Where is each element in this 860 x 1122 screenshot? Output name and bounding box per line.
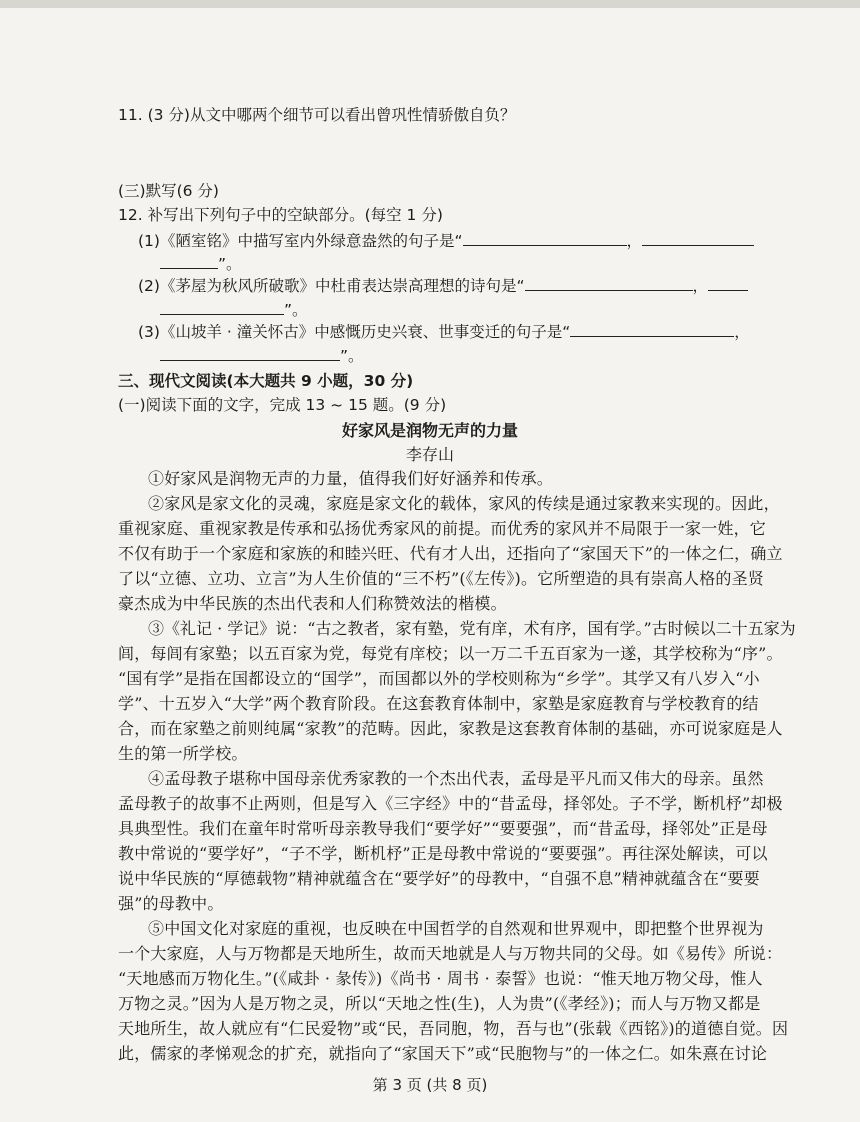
article-line: 强”的母教中。 (118, 894, 224, 913)
article-line: 此，儒家的孝悌观念的扩充，就指向了“家国天下”或“民胞物与”的一体之仁。如朱熹在讨论 (118, 1044, 768, 1063)
item-3-separator: ， (734, 323, 750, 341)
article-line: 万物之灵。”因为人是万物之灵，所以“天地之性(生)，人为贵”(《孝经》)；而人与万物又都是 (118, 994, 761, 1013)
article-line: 豪杰成为中华民族的杰出代表和人们称赞效法的楷模。 (118, 594, 507, 613)
article-line: “天地感而万物化生。”(《咸卦 · 彖传》)《尚书 · 周书 · 泰誓》也说：“惟天地万物父母，惟人 (118, 969, 763, 988)
article-line: 闾，每闾有家塾；以五百家为党，每党有庠校；以一万二千五百家为一遂，其学校称为“序”。 (118, 644, 783, 663)
article-line: “国有学”是指在国都设立的“国学”，而国都以外的学校则称为“乡学”。其学又有八岁入“小 (118, 669, 760, 688)
article-line: 一个大家庭，人与万物都是天地所生，故而天地就是人与万物共同的父母。如《易传》所说： (118, 944, 783, 963)
item-2-separator: ， (692, 277, 709, 295)
article-line: 了以“立德、立功、立言”为人生价值的“三不朽”(《左传》)。它所塑造的具有崇高人格的圣贤 (118, 569, 765, 588)
item-2-blank-2-cont[interactable] (160, 298, 284, 315)
page-footer: 第 3 页 (共 8 页) (372, 1076, 488, 1094)
section-3-heading: 三、现代文阅读(本大题共 9 小题，30 分) (118, 372, 414, 390)
item-2-blank-2[interactable] (708, 274, 748, 291)
article-line: 说中华民族的“厚德载物”精神就蕴含在“要学好”的母教中，“自强不息”精神就蕴含在“要要 (118, 869, 760, 888)
item-3-blank-2[interactable] (160, 344, 340, 361)
item-1-blank-1[interactable] (463, 229, 627, 246)
article-line: 不仅有助于一个家庭和家族的和睦兴旺、代有才人出，还指向了“家国天下”的一体之仁，确立 (118, 544, 783, 563)
question-12-stem: 12. 补写出下列句子中的空缺部分。(每空 1 分) (118, 206, 443, 224)
item-2-blank-1[interactable] (525, 274, 693, 291)
article-line: 合，而在家塾之前则纯属“家教”的范畴。因此，家教是这套教育体制的基础，亦可说家庭是人 (118, 719, 783, 738)
article-line: 重视家庭、重视家教是传承和弘扬优秀家风的前提。而优秀的家风并不局限于一家一姓，它 (118, 519, 767, 538)
article-line: 具典型性。我们在童年时常听母亲教导我们“要学好”“要要强”，而“昔孟母，择邻处”正是母 (118, 819, 768, 838)
item-3-blank-1[interactable] (570, 320, 734, 337)
article-line: 天地所生，故人就应有“仁民爱物”或“民，吾同胞，物，吾与也”(张载《西铭》)的道德自觉。因 (118, 1019, 789, 1038)
article-title: 好家风是润物无声的力量 (341, 421, 518, 440)
article-line: ⑤中国文化对家庭的重视，也反映在中国哲学的自然观和世界观中，即把整个世界视为 (148, 919, 764, 938)
item-1-separator: ， (626, 232, 643, 250)
article-line: ④孟母教子堪称中国母亲优秀家教的一个杰出代表，孟母是平凡而又伟大的母亲。虽然 (148, 769, 764, 788)
article-line: 学”、十五岁入“大学”两个教育阶段。在这套教育体制中，家塾是家庭教育与学校教育的结 (118, 694, 759, 713)
article-author: 李存山 (405, 445, 454, 464)
item-1-blank-2[interactable] (642, 229, 754, 246)
question-12-item-1 (138, 229, 754, 252)
question-11: 11. (3 分)从文中哪两个细节可以看出曾巩性情骄傲自负？ (118, 106, 516, 124)
item-3-text: (3)《山坡羊 · 潼关怀古》中感慨历史兴衰、世事变迁的句子是“ (138, 323, 571, 341)
question-12-item-3 (138, 320, 750, 343)
item-2-end: ”。 (284, 301, 308, 319)
article-line: 教中常说的“要学好”，“子不学，断机杼”正是母教中常说的“要要强”。再往深处解读，可以 (118, 844, 768, 863)
article-line: ②家风是家文化的灵魂，家庭是家文化的载体，家风的传续是通过家教来实现的。因此， (148, 494, 780, 513)
question-12-item-1-cont (160, 252, 242, 275)
item-1-end: ”。 (218, 255, 242, 273)
question-12-item-3-cont (160, 344, 364, 367)
article-line: ③《礼记 · 学记》说：“古之教者，家有塾，党有庠，术有序，国有学。”古时候以二十五家为 (148, 619, 796, 638)
item-3-end: ”。 (340, 347, 364, 365)
question-12-item-2 (138, 274, 748, 297)
section-dictation-heading: (三)默写(6 分) (118, 182, 219, 200)
question-12-item-2-cont (160, 298, 308, 321)
article-line: 生的第一所学校。 (118, 744, 248, 763)
item-1-blank-2-cont[interactable] (160, 252, 218, 269)
item-1-text: (1)《陋室铭》中描写室内外绿意盎然的句子是“ (138, 232, 463, 250)
reading-1-instructions: (一)阅读下面的文字，完成 13 ~ 15 题。(9 分) (118, 396, 447, 414)
item-2-text: (2)《茅屋为秋风所破歌》中杜甫表达崇高理想的诗句是“ (138, 277, 525, 295)
article-line: ①好家风是润物无声的力量，值得我们好好涵养和传承。 (148, 469, 554, 488)
article-line: 孟母教子的故事不止两则，但是写入《三字经》中的“昔孟母，择邻处。子不学，断机杼”却极 (118, 794, 783, 813)
